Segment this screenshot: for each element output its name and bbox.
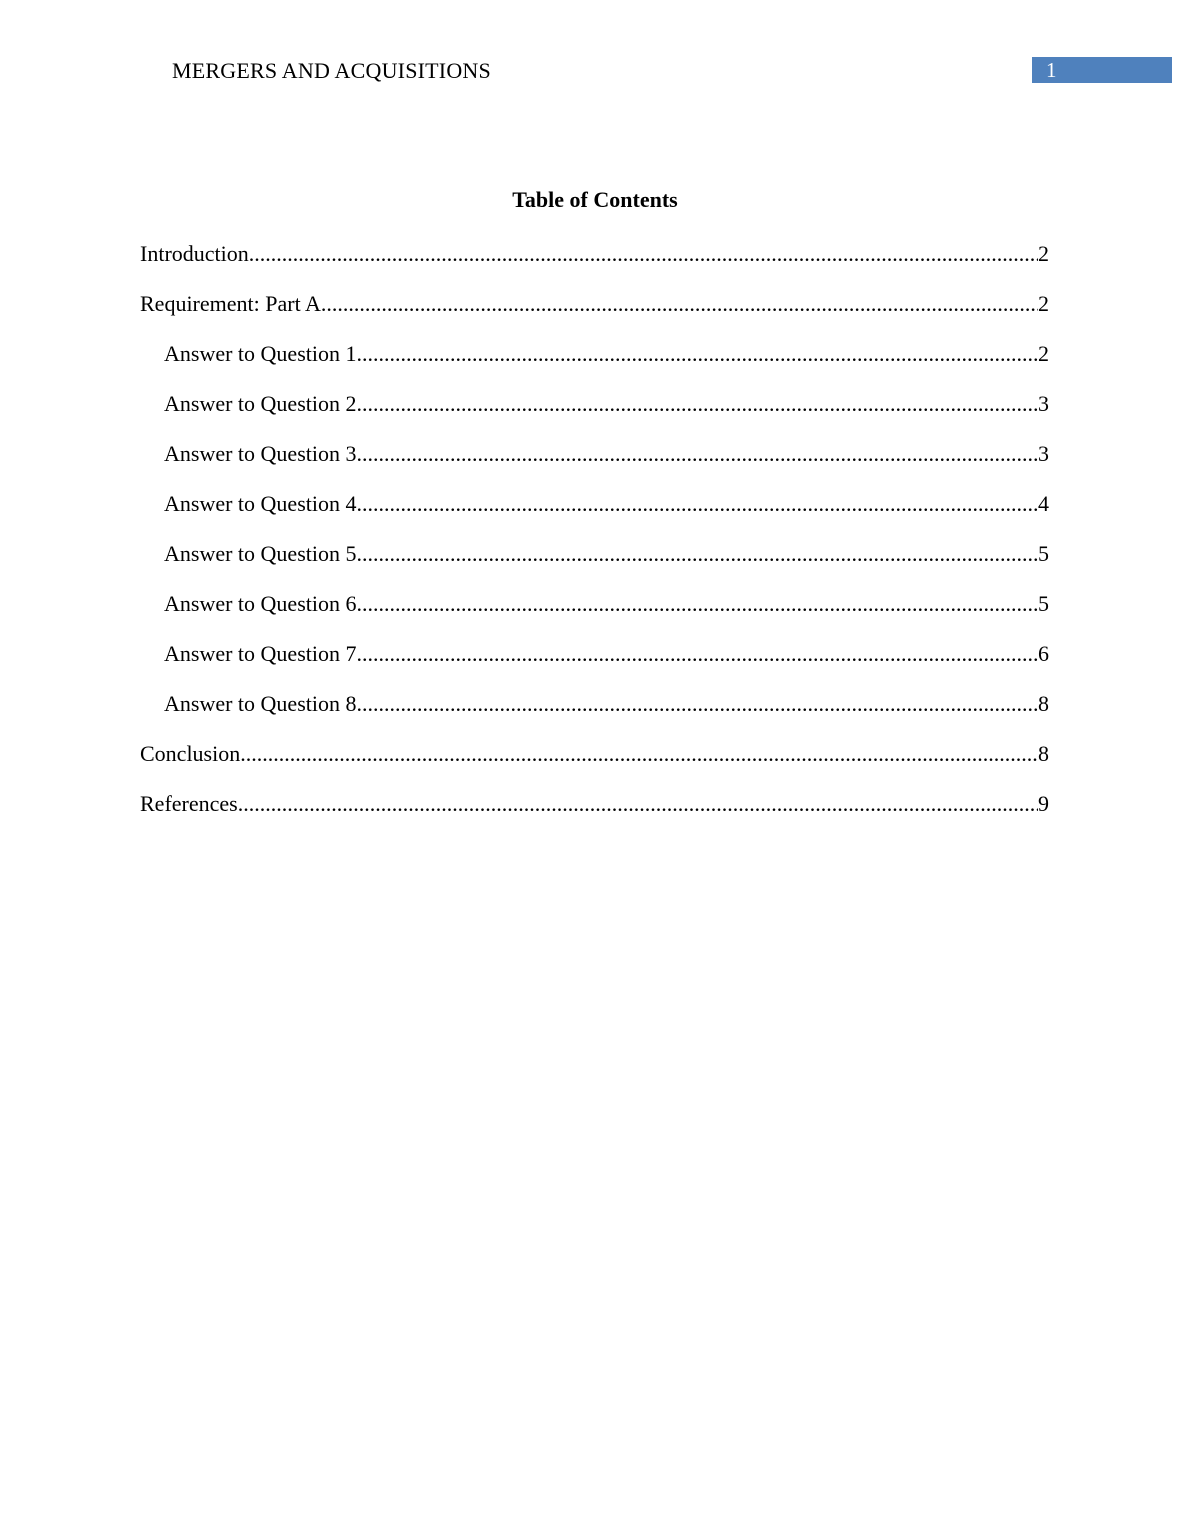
toc-entry-label: Conclusion bbox=[140, 741, 241, 766]
toc-entry-question-3[interactable] bbox=[140, 440, 1049, 490]
toc-entry-label: Answer to Question 6 bbox=[164, 591, 357, 616]
toc-entry-page: 5 bbox=[1038, 591, 1049, 616]
toc-entry-page: 6 bbox=[1038, 641, 1049, 666]
toc-entry-question-1[interactable] bbox=[140, 340, 1049, 390]
toc-entry-label: Answer to Question 4 bbox=[164, 491, 357, 516]
toc-entry-label: References bbox=[140, 791, 238, 816]
running-head: MERGERS AND ACQUISITIONS bbox=[172, 58, 491, 83]
toc-title: Table of Contents bbox=[512, 187, 678, 212]
toc-entry-page: 2 bbox=[1038, 341, 1049, 366]
toc-entry-introduction[interactable] bbox=[140, 240, 1049, 290]
toc-entry-label: Answer to Question 1 bbox=[164, 341, 357, 366]
toc-dot-leader bbox=[356, 440, 1038, 468]
toc-entry-page: 3 bbox=[1038, 391, 1049, 416]
toc-entry-label: Answer to Question 7 bbox=[164, 641, 357, 666]
toc-dot-leader bbox=[356, 640, 1038, 668]
toc-entry-question-6[interactable] bbox=[140, 590, 1049, 640]
toc-dot-leader bbox=[356, 390, 1038, 418]
toc-dot-leader bbox=[240, 740, 1038, 768]
toc-dot-leader bbox=[238, 790, 1038, 818]
toc-dot-leader bbox=[321, 290, 1038, 318]
toc-dot-leader bbox=[356, 340, 1038, 368]
toc-entry-label: Introduction bbox=[140, 241, 249, 266]
toc-dot-leader bbox=[356, 690, 1038, 718]
toc-entry-label: Answer to Question 5 bbox=[164, 541, 357, 566]
toc-entry-references[interactable] bbox=[140, 790, 1049, 840]
toc-entry-page: 3 bbox=[1038, 441, 1049, 466]
toc-entry-page: 8 bbox=[1038, 741, 1049, 766]
toc-entry-label: Answer to Question 8 bbox=[164, 691, 357, 716]
toc-entry-label: Requirement: Part A bbox=[140, 291, 321, 316]
table-of-contents bbox=[140, 240, 1049, 840]
toc-entry-page: 2 bbox=[1038, 291, 1049, 316]
toc-entry-page: 4 bbox=[1038, 491, 1049, 516]
toc-entry-question-5[interactable] bbox=[140, 540, 1049, 590]
toc-entry-question-4[interactable] bbox=[140, 490, 1049, 540]
toc-entry-label: Answer to Question 3 bbox=[164, 441, 357, 466]
toc-dot-leader bbox=[249, 240, 1038, 268]
toc-entry-page: 9 bbox=[1038, 791, 1049, 816]
toc-entry-page: 8 bbox=[1038, 691, 1049, 716]
page-number: 1 bbox=[1046, 58, 1057, 82]
toc-dot-leader bbox=[356, 540, 1038, 568]
page-number-badge bbox=[1032, 57, 1172, 83]
toc-entry-question-2[interactable] bbox=[140, 390, 1049, 440]
toc-entry-requirement-part-a[interactable] bbox=[140, 290, 1049, 340]
toc-entry-question-7[interactable] bbox=[140, 640, 1049, 690]
toc-entry-label: Answer to Question 2 bbox=[164, 391, 357, 416]
toc-entry-page: 2 bbox=[1038, 241, 1049, 266]
toc-entry-conclusion[interactable] bbox=[140, 740, 1049, 790]
toc-entry-question-8[interactable] bbox=[140, 690, 1049, 740]
toc-entry-page: 5 bbox=[1038, 541, 1049, 566]
toc-dot-leader bbox=[356, 590, 1038, 618]
toc-dot-leader bbox=[356, 490, 1038, 518]
